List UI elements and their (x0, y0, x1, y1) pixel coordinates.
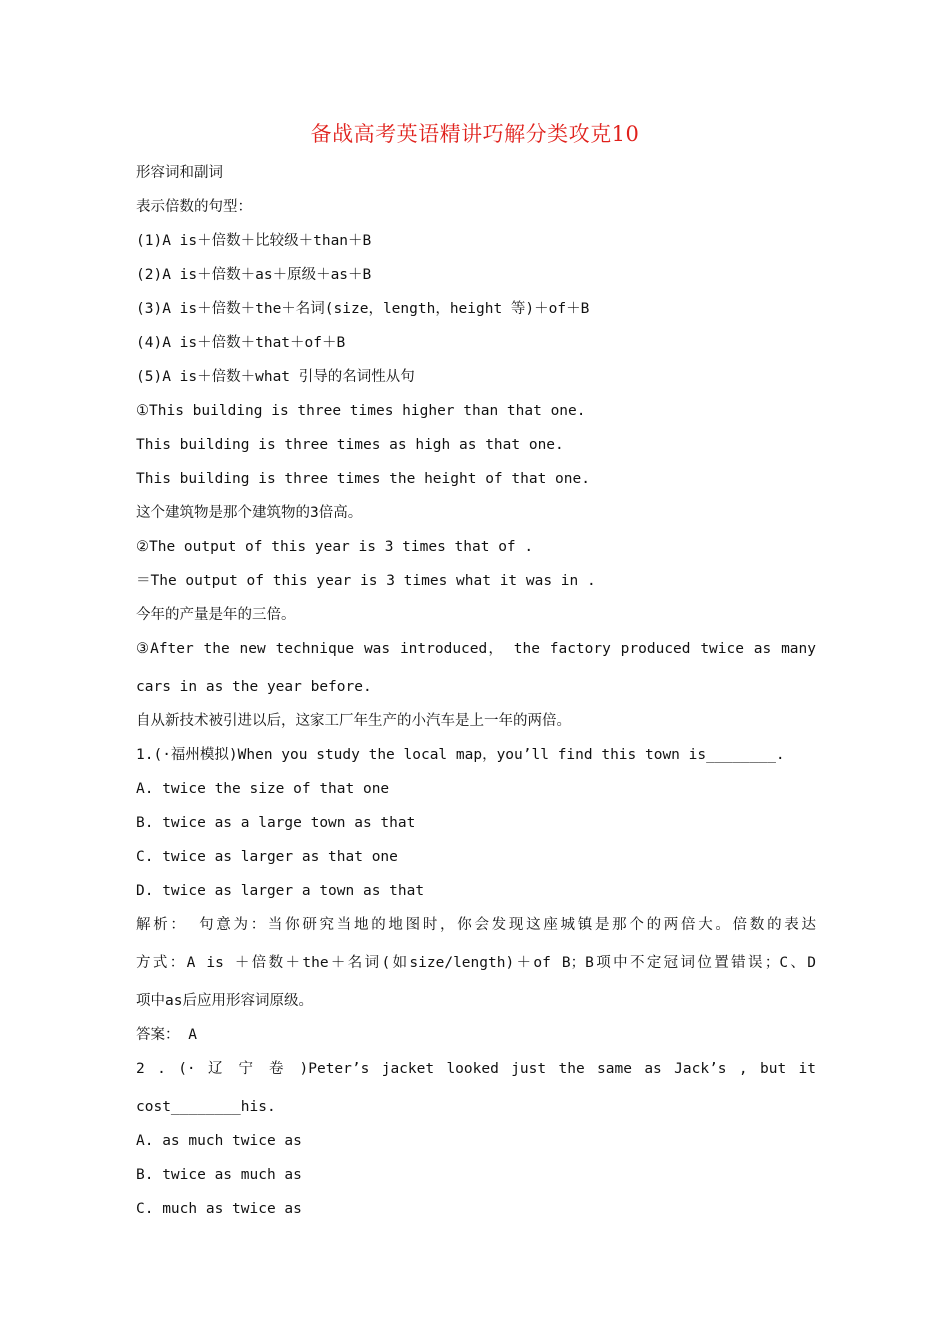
text-line: ①This building is three times higher than that one. (136, 403, 586, 419)
text-line: 方式：A is ＋倍数＋the＋名词(如size/length)＋of B；B项中不定冠词位置错误；C、D (136, 955, 816, 971)
text-line: 形容词和副词 (136, 165, 223, 181)
text-line: This building is three times as high as that one. (136, 437, 564, 453)
text-line: 自从新技术被引进以后，这家工厂年生产的小汽车是上一年的两倍。 (136, 713, 571, 729)
text-line: 表示倍数的句型： (136, 199, 252, 215)
text-line: 今年的产量是年的三倍。 (136, 607, 296, 623)
text-line: B. twice as a large town as that (136, 815, 416, 831)
text-line: C. much as twice as (136, 1201, 302, 1217)
text-line: 这个建筑物是那个建筑物的3倍高。 (136, 505, 363, 521)
text-line: A. twice the size of that one (136, 781, 390, 797)
text-line: ③After the new technique was introduced， the factory produced twice as many (136, 641, 816, 657)
text-line: 解析： 句意为：当你研究当地的地图时，你会发现这座城镇是那个的两倍大。倍数的表达 (136, 917, 816, 933)
text-line: ＝The output of this year is 3 times what it was in . (136, 573, 596, 589)
text-line: 2 . (· 辽 宁 卷 )Peter’s jacket looked just the same as Jack’s , but it (136, 1061, 816, 1077)
text-line: (1)A is＋倍数＋比较级＋than＋B (136, 233, 372, 249)
text-line: (3)A is＋倍数＋the＋名词(size，length，height 等)＋of＋B (136, 301, 590, 317)
text-line: (4)A is＋倍数＋that＋of＋B (136, 335, 346, 351)
text-line: 项中as后应用形容词原级。 (136, 993, 313, 1009)
document-body (136, 160, 816, 1230)
text-line: (2)A is＋倍数＋as＋原级＋as＋B (136, 267, 372, 283)
text-line: C. twice as larger as that one (136, 849, 398, 865)
text-line: (5)A is＋倍数＋what 引导的名词性从句 (136, 369, 415, 385)
document-title: 备战高考英语精讲巧解分类攻克10 (310, 122, 640, 146)
text-line: A. as much twice as (136, 1133, 302, 1149)
text-line: cars in as the year before. (136, 679, 372, 695)
text-line: ②The output of this year is 3 times that of . (136, 539, 534, 555)
text-line: 1.(·福州模拟)When you study the local map，you’ll find this town is________. (136, 747, 785, 763)
text-line: This building is three times the height of that one. (136, 471, 590, 487)
text-line: D. twice as larger a town as that (136, 883, 425, 899)
text-line: 答案： A (136, 1027, 197, 1043)
text-line: cost________his. (136, 1099, 276, 1115)
text-line: B. twice as much as (136, 1167, 302, 1183)
